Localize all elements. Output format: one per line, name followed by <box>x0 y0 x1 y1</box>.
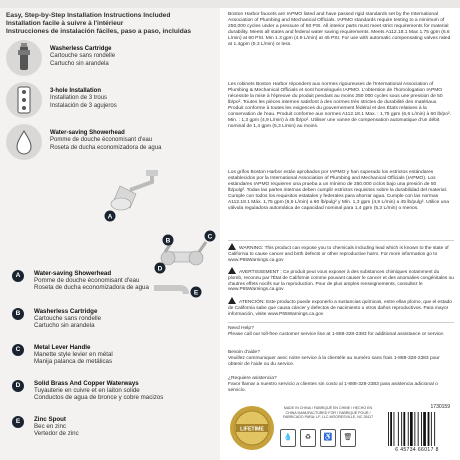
feature-washerless-cartridge <box>6 40 216 80</box>
callout-e-label: E <box>193 289 199 297</box>
part-d-badge: D <box>12 380 24 392</box>
water-drop-icon <box>6 124 42 160</box>
barcode-icon <box>388 412 450 446</box>
part-a-badge: A <box>12 270 24 282</box>
help-en-question: Need Help? <box>228 326 254 331</box>
manufacturer-fine-print: MADE IN CHINA / FABRIQUÉ EN CHINE / HECHO EN CHINA MANUFACTURED FOR / FABRIQUÉ POUR / FABRICADO PARA: LF, LLC MOORESVILLE, NC 28117 <box>282 406 374 420</box>
warning-es <box>228 297 454 317</box>
compliance-text-en: Boston Harbor faucets are IAPMO listed and have passed rigid standards set by the International Association of Plumbing and Mechanical Officials. IAPMO standards require testing to a minimum of 250,000 cycles under a pressure of 50 PSI. All interior parts must meet strict requirements for material durability. Meets all states and federal water saving requirements. Meets A112.18.1 Max 1.75 gpm (6.6 L/min) at 60 PSI. Min 1.3 gpm (4.9 L/min) at 45 PSI. For use with automatic compensating valves rated at 1.4gpm (5.3 L/min) or less. <box>228 12 451 47</box>
divider <box>228 240 454 241</box>
warning-en <box>228 243 454 263</box>
callout-b-label: B <box>165 237 171 245</box>
upc-digits: 6 45734 66017 8 <box>395 447 439 453</box>
part-e-badge: E <box>12 416 24 428</box>
feature-3-en: Water-saving Showerhead <box>50 130 125 136</box>
help-en <box>228 326 454 338</box>
help-fr-question: Besoin d'aide? <box>228 350 260 355</box>
callout-d-label: D <box>157 265 163 273</box>
top-band <box>0 0 460 8</box>
warning-triangle-icon <box>228 243 236 250</box>
divider <box>228 322 454 323</box>
compliance-text-es: Los grifos Boston Harbor están aprobados por IAPMO y han superado los estrictos estándares establecidos por la International Association of Plumbing and Mechanical Officials (IAPMO). Los estándares IAPMO requieren una prueba a un mínimo de 250.000 ciclos bajo una presión de 50 lb/pulg². Todas las partes internas deben cumplir estrictos requisitos sobre la durabilidad del material. Cumple con todos los requisitos estatales y federales para ahorrar agua. Cumple con las normas A112.18.1 Máx. 1,75 gpm (6,6 L/min) a 60 lb/pulg² y Mín. 1,3 gpm (4,9 L/min) a 45 lb/pulg². Utilice una válvula reguladora automática de capacidad nominal para 1,4 gpm (5,3 L/min) o menos. <box>228 170 449 211</box>
part-a-es: Roseta de ducha economizadora de agua <box>34 284 149 292</box>
warning-triangle-icon <box>228 267 236 274</box>
cartridge-icon <box>6 40 42 76</box>
feature-water-saving <box>6 124 216 164</box>
feature-2-es: Instalación de 3 agujeros <box>50 102 117 109</box>
warning-fr <box>228 267 454 293</box>
part-b-badge: B <box>12 308 24 320</box>
instructions-header <box>6 12 216 36</box>
barcode-area <box>384 404 450 456</box>
help-fr <box>228 350 454 368</box>
part-c-fr: Manette style levier en métal <box>34 351 113 359</box>
help-en-body: Please call our toll-free customer service line at 1-888-328-2383 for additional assistance or service. <box>228 332 445 337</box>
showerhead-drawing <box>111 170 158 210</box>
help-es-question: ¿Requiere asistencia? <box>228 376 277 381</box>
part-d-es: Conductos de agua de bronce y cobre macizos <box>34 394 164 402</box>
warning-es-text: ATENCIÓN: Este producto puede exponerlo a sustancias químicas, entre ellas plomo, que el estado de California sabe que causa cáncer y defectos de nacimiento u otros daños reproductivos. Para mayor información, visite www.P65Warnings.ca.gov <box>228 300 452 317</box>
part-e-es: Vertedor de zinc <box>34 430 79 438</box>
bottom-strip <box>228 404 454 460</box>
header-en: Easy, Step-by-Step Installation Instructions Included <box>6 12 171 19</box>
lifetime-warranty-seal-icon <box>228 404 276 452</box>
feature-2-en: 3-hole Installation <box>50 88 102 94</box>
part-a-en: Water-saving Showerhead <box>34 270 112 277</box>
help-es-body: Favor llamar a nuestro servicio a clientes sin costo al 1-888-328-2383 para asistencia adicional o servicio. <box>228 382 438 393</box>
help-es <box>228 376 454 394</box>
part-c-badge: C <box>12 344 24 356</box>
part-a <box>6 270 216 300</box>
callout-c-label: C <box>207 233 213 241</box>
part-c-es: Manija palanca de metálicas <box>34 358 113 366</box>
feature-3-es: Roseta de ducha economizadora de agua <box>50 144 162 151</box>
callout-a-label: A <box>107 213 113 221</box>
three-hole-icon <box>6 82 42 118</box>
help-fr-body: Veuillez communiquer avec notre service à la clientèle au numéro sans frais 1-888-328-2383 pour obtenir de l'aide ou du service. <box>228 356 440 367</box>
part-b <box>6 308 216 338</box>
part-e-fr: Bec en zinc <box>34 423 66 431</box>
part-c-en: Metal Lever Handle <box>34 344 91 351</box>
feature-1-fr: Cartouche sans rondelle <box>50 53 116 60</box>
part-d <box>6 380 216 410</box>
part-a-fr: Pomme de douche économisant d'eau <box>34 277 140 285</box>
part-e <box>6 416 216 446</box>
header-fr: Installation facile à suivre à l'intérieur <box>6 20 124 27</box>
certification-icons <box>280 426 376 448</box>
feature-2-fr: Installation de 3 trous <box>50 95 108 102</box>
part-d-en: Solid Brass And Copper Waterways <box>34 380 139 387</box>
part-b-fr: Cartouche sans rondelle <box>34 315 102 323</box>
header-es: Instrucciones de instalación fáciles, paso a paso, incluidas <box>6 28 192 35</box>
feature-1-en: Washerless Cartridge <box>50 46 112 52</box>
bin-icon: 🗑 <box>340 429 356 447</box>
part-c <box>6 344 216 374</box>
part-e-en: Zinc Spout <box>34 416 66 423</box>
warning-triangle-icon <box>228 297 236 304</box>
feature-3-fr: Pomme de douche économisant d'eau <box>50 137 153 144</box>
recycle-icon: ♻ <box>300 429 316 447</box>
part-b-es: Cartucho sin arandela <box>34 322 95 330</box>
part-d-fr: Tuyauterie en cuivre et en laiton solide <box>34 387 140 395</box>
seal-text: LIFETIME <box>240 426 264 433</box>
wheelchair-icon: ♿ <box>320 429 336 447</box>
item-number: 1730159 <box>430 404 450 410</box>
warning-en-text: WARNING: This product can expose you to chemicals including lead which is known to the state of California to cause cancer and birth defects or other reproductive harm. For more information go to www.P65Warnings.ca.gov <box>228 246 449 263</box>
feature-3-hole <box>6 82 216 122</box>
water-drop-icon: 💧 <box>280 429 296 447</box>
warning-fr-text: AVERTISSEMENT : Ce produit peut vous exposer à des substances chimiques notamment du plomb, reconnu par l'État de Californie comme pouvant causer le cancer et des anomalies congénitales ou d'autres effets nocifs sur la reproduction. Pour de plus amples renseignements, consultez le www.P65Warnings.ca.gov <box>228 270 454 293</box>
feature-1-es: Cartucho sin arandela <box>50 60 109 67</box>
compliance-text-fr: Les robinets Boston Harbor répondent aux normes rigoureuses de l'International Association of Plumbing & Mechanical Officials et sont homologués IAPMO. L'obtention de l'homologation IAPMO nécessite la mise à l'épreuve du produit pendant au moins 250 000 cycles sous une pression de 50 lb/po². Toutes les pièces internes satisfont à des normes très strictes de durabilité des matériaux. Produit conforme à toutes les exigences du gouvernement fédéral et des États relatives à la conservation de l'eau. Produit conforme aux normes A112.18.1 Max. : 1,75 gpm (6,6 L/min) à 60 lb/po². Min. : 1,3 gpm (4,9 L/min) à 45 lb/po². Utiliser une vanne de compensation automatique d'un débit nominal de 1,4 gpm (5,3 L/min) au moins. <box>228 82 451 129</box>
part-b-en: Washerless Cartridge <box>34 308 98 315</box>
